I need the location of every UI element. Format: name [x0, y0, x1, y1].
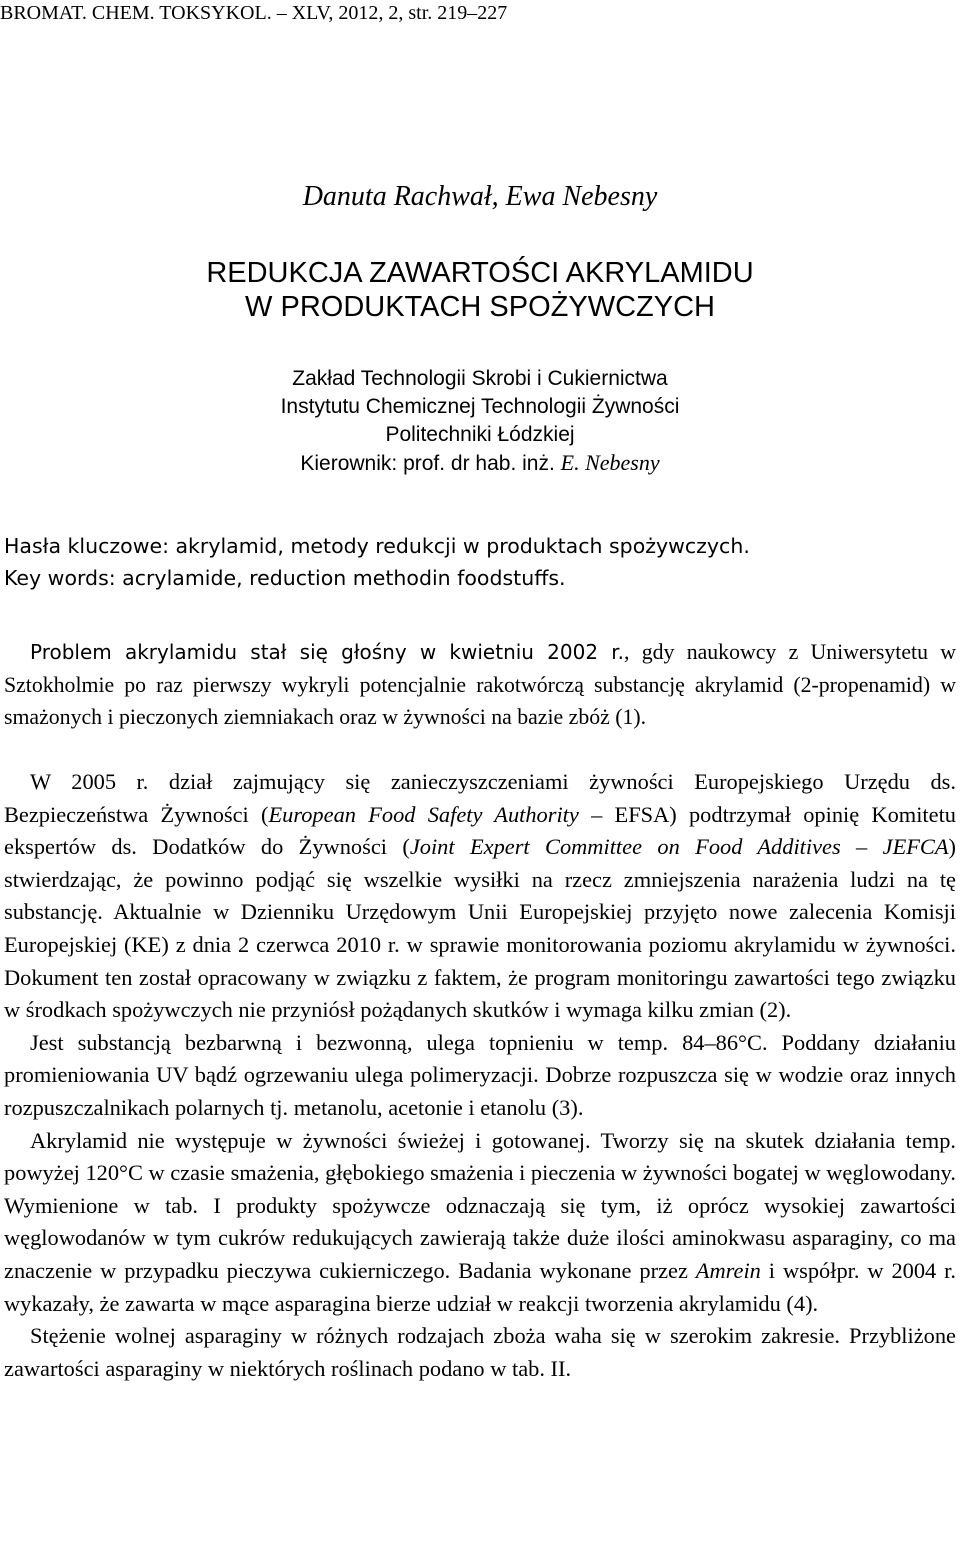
affiliation-line-1: Zakład Technologii Skrobi i Cukiernictwa	[292, 367, 668, 390]
paragraph-1	[4, 636, 956, 734]
keywords-english: Key words: acrylamide, reduction methodin foodstuffs.	[4, 566, 566, 590]
jecfa-name: Joint Expert Committee on Food Additives – JEFCA	[409, 834, 949, 860]
title-line-2: W PRODUKTACH SPOŻYWCZYCH	[245, 291, 715, 323]
paragraph-2	[4, 766, 956, 1027]
author-amrein: Amrein	[695, 1257, 761, 1283]
paragraph-3: Jest substancją bezbarwną i bezwonną, ulega topnieniu w temp. 84–86°C. Poddany działaniu promieniowania UV bądź ogrzewaniu ulega polimeryzacji. Dobrze rozpuszcza się w wodzie oraz innych rozpuszczalnikach polarnych tj. metanolu, acetonie i etanolu (3).	[4, 1029, 956, 1120]
paragraph-2-text-b: – EFSA) podtrzymał opinię Komitetu ekspertów ds. Dodatków do Żywności (	[4, 801, 956, 860]
article-title	[0, 256, 960, 324]
efsa-name: European Food Safety Authority	[268, 801, 579, 827]
paragraph-4	[4, 1125, 956, 1321]
paragraph-2-text-a: W 2005 r. dział zajmujący się zanieczyszczeniami żywności Europejskiego Urzędu ds. Bezpieczeństwa Żywności (	[4, 769, 956, 827]
paragraph-5: Stężenie wolnej asparaginy w różnych rodzajach zboża waha się w szerokim zakresie. Przybliżone zawartości asparaginy w niektórych roślinach podano w tab. II.	[4, 1323, 956, 1381]
body-text	[4, 766, 956, 1385]
paragraph-1-lead: Problem akrylamidu stał się głośny w kwietniu 2002 r.	[30, 640, 624, 664]
authors: Danuta Rachwał, Ewa Nebesny	[302, 181, 658, 212]
paragraph-2-text-c: ) stwierdzając, że powinno podjąć się wszelkie wysiłki na rzecz zmniejszenia narażenia ludzi na tę substancję. Aktualnie w Dzienniku Urzędowym Unii Europejskiej przyjęto nowe zalecenia Komisji Europejskiej (KE) z dnia 2 czerwca 2010 r. w sprawie monitorowania poziomu akrylamidu w żywności. Dokument ten został opracowany w związku z faktem, że program monitoringu zawartości tego związku w środkach spożywczych nie przyniósł pożądanych skutków i wymaga kilku zmian (2).	[4, 834, 956, 1023]
affiliation-line-3: Politechniki Łódzkiej	[385, 423, 575, 446]
affiliation	[0, 365, 960, 478]
paragraph-4-text-a: Akrylamid nie występuje w żywności świeżej i gotowanej. Tworzy się na skutek działania temp. powyżej 120°C w czasie smażenia, głębokiego smażenia i pieczenia w żywności bogatej w węglowodany. Wymienione w tab. I produkty spożywcze odznaczają się tym, iż oprócz wysokiej zawartości węglowodanów w tym cukrów redukujących zawierają także duże ilości aminokwasu asparaginy, co ma znaczenie w przypadku pieczywa cukierniczego. Badania wykonane przez	[4, 1127, 956, 1283]
director-name: E. Nebesny	[560, 450, 660, 475]
title-line-1: REDUKCJA ZAWARTOŚCI AKRYLAMIDU	[206, 257, 754, 289]
affiliation-director	[0, 449, 960, 478]
keywords-polish: Hasła kluczowe: akrylamid, metody redukcji w produktach spożywczych.	[4, 534, 750, 558]
paragraph-4-text-b: i współpr. w 2004 r. wykazały, że zawarta w mące asparagina bierze udział w reakcji tworzenia akrylamidu (4).	[4, 1257, 956, 1316]
director-prefix: Kierownik: prof. dr hab. inż.	[300, 452, 555, 475]
affiliation-line-2: Instytutu Chemicznej Technologii Żywności	[280, 395, 680, 418]
journal-header: BROMAT. CHEM. TOKSYKOL. – XLV, 2012, 2, str. 219–227	[0, 2, 508, 24]
paragraph-1-rest: , gdy naukowcy z Uniwersytetu w Sztokholmie po raz pierwszy wykryli potencjalnie rakotwórczą substancję akrylamid (2-propenamid) w smażonych i pieczonych ziemniakach oraz w żywności na bazie zbóż (1).	[4, 640, 956, 729]
